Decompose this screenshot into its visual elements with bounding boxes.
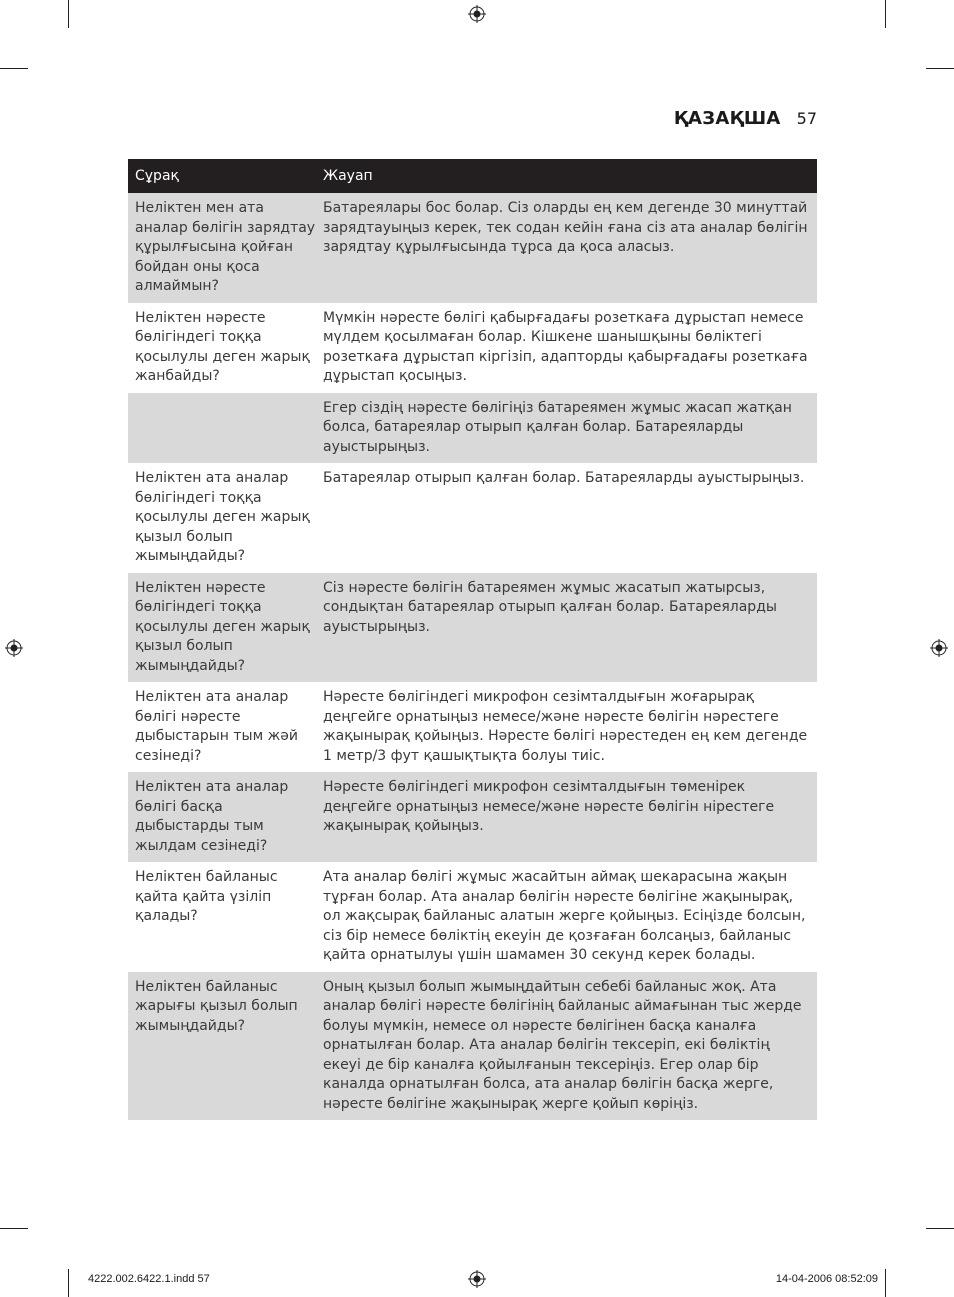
answer-cell: Нәресте бөлігіндегі микрофон сезімталдығын жоғарырақ деңгейге орнатыңыз немесе/және нәресте бөлігін нәрестеге жақынырақ қойыңыз. Нәресте бөлігі нәрестеден ең кем дегенде 1 метр/3 фут қашықтықта болуы тиіс. [323,689,808,764]
table-body [128,193,817,1120]
language-title: ҚАЗАҚША [673,108,781,129]
question-cell: Неліктен мен ата аналар бөлігін зарядтау құрылғысына қойған бойдан оны қоса алмаймын? [135,200,316,294]
crop-mark [926,1228,954,1229]
table-row [128,303,817,393]
column-header-answer: Жауап [323,168,373,184]
table-row [128,463,817,573]
table-header [128,159,817,193]
registration-mark-icon [930,639,948,657]
table-row [128,972,817,1121]
page-header [674,108,817,129]
crop-mark [885,0,886,28]
crop-mark [885,1269,886,1297]
answer-cell: Батареялар отырып қалған болар. Батареяларды ауыстырыңыз. [323,470,805,486]
table-row [128,682,817,772]
answer-cell: Егер сіздің нәресте бөлігіңіз батареямен жұмыс жасап жатқан болса, батареялар отырып қалған болар. Батареяларды ауыстырыңыз. [323,399,792,455]
question-cell: Неліктен ата аналар бөлігі басқа дыбыстарды тым жылдам сезінеді? [135,779,289,854]
question-cell: Неліктен нәресте бөлігіндегі тоққа қосылулы деген жарық қызыл болып жымыңдайды? [135,579,310,674]
question-cell: Неліктен байланыс жарығы қызыл болып жымыңдайды? [135,978,298,1034]
table-row [128,573,817,683]
crop-mark [68,1269,69,1297]
column-header-question: Сұрақ [135,168,179,184]
troubleshooting-table [128,159,817,1120]
registration-mark-icon [468,5,486,23]
registration-mark-icon [468,1270,486,1288]
table-row [128,772,817,862]
crop-mark [0,68,28,69]
question-cell: Неліктен ата аналар бөлігі нәресте дыбыстарын тым жәй сезінеді? [135,689,298,764]
crop-mark [0,1228,28,1229]
answer-cell: Сіз нәресте бөлігін батареямен жұмыс жасатып жатырсыз, сондықтан батареялар отырып қалған болар. Батареяларды ауыстырыңыз. [323,579,777,635]
crop-mark [926,68,954,69]
question-cell: Неліктен нәресте бөлігіндегі тоққа қосылулы деген жарық жанбайды? [135,309,310,384]
answer-cell: Батареялары бос болар. Сіз оларды ең кем дегенде 30 минуттай зарядтауыңыз керек, тек содан кейін ғана сіз ата аналар бөлігін зарядтау құрылғысында тұрса да қоса аласыз. [323,200,808,255]
table-row [128,193,817,303]
footer-file-name: 4222.002.6422.1.indd 57 [88,1273,210,1285]
question-cell [128,393,323,464]
registration-mark-icon [5,639,23,657]
table-row [128,393,817,464]
answer-cell: Мүмкін нәресте бөлігі қабырғадағы розеткаға дұрыстап немесе мүлдем қосылмаған болар. Кішкене шанышқыны бөліктегі розеткаға дұрыстап кіргізіп, адапторды қабырғадағы розеткаға дұрыстап қосыңыз. [323,309,808,384]
crop-mark [68,0,69,28]
answer-cell: Оның қызыл болып жымыңдайтын себебі байланыс жоқ. Ата аналар бөлігі нәресте бөлігінің байланыс аймағынан тыс жерде болуы мүмкін, немесе ол нәресте бөлігінен басқа каналға орнатылған болар. Ата аналар бөлігін тексеріп, екі бөліктің екеуі де бір каналға қойылғанын тексеріңіз. Егер олар бір каналда орнатылған болса, ата аналар бөлігін басқа жерге, нәресте бөлігіне жақынырақ жерге қойып көріңіз. [323,978,802,1112]
footer-date: 14-04-2006 08:52:09 [775,1273,878,1285]
answer-cell: Нәресте бөлігіндегі микрофон сезімталдығын төменірек деңгейге орнатыңыз немесе/және нәресте бөлігін нірестеге жақынырақ қойыңыз. [323,779,775,834]
table-row [128,862,817,972]
page-number: 57 [796,109,817,128]
question-cell: Неліктен ата аналар бөлігіндегі тоққа қосылулы деген жарық қызыл болып жымыңдайды? [135,470,310,564]
question-cell: Неліктен байланыс қайта қайта үзіліп қалады? [135,869,278,924]
answer-cell: Ата аналар бөлігі жұмыс жасайтын аймақ шекарасына жақын тұрған болар. Ата аналар бөлігін нәресте бөлігіне жақынырақ, ол жақсырақ байланыс алатын жерге қойыңыз. Есіңізде болсын, сіз бір немесе бөліктің екеуін де қозғаған болсаңыз, байланыс қайта орнатылуы үшін шамамен 30 секунд керек болады. [323,869,806,963]
